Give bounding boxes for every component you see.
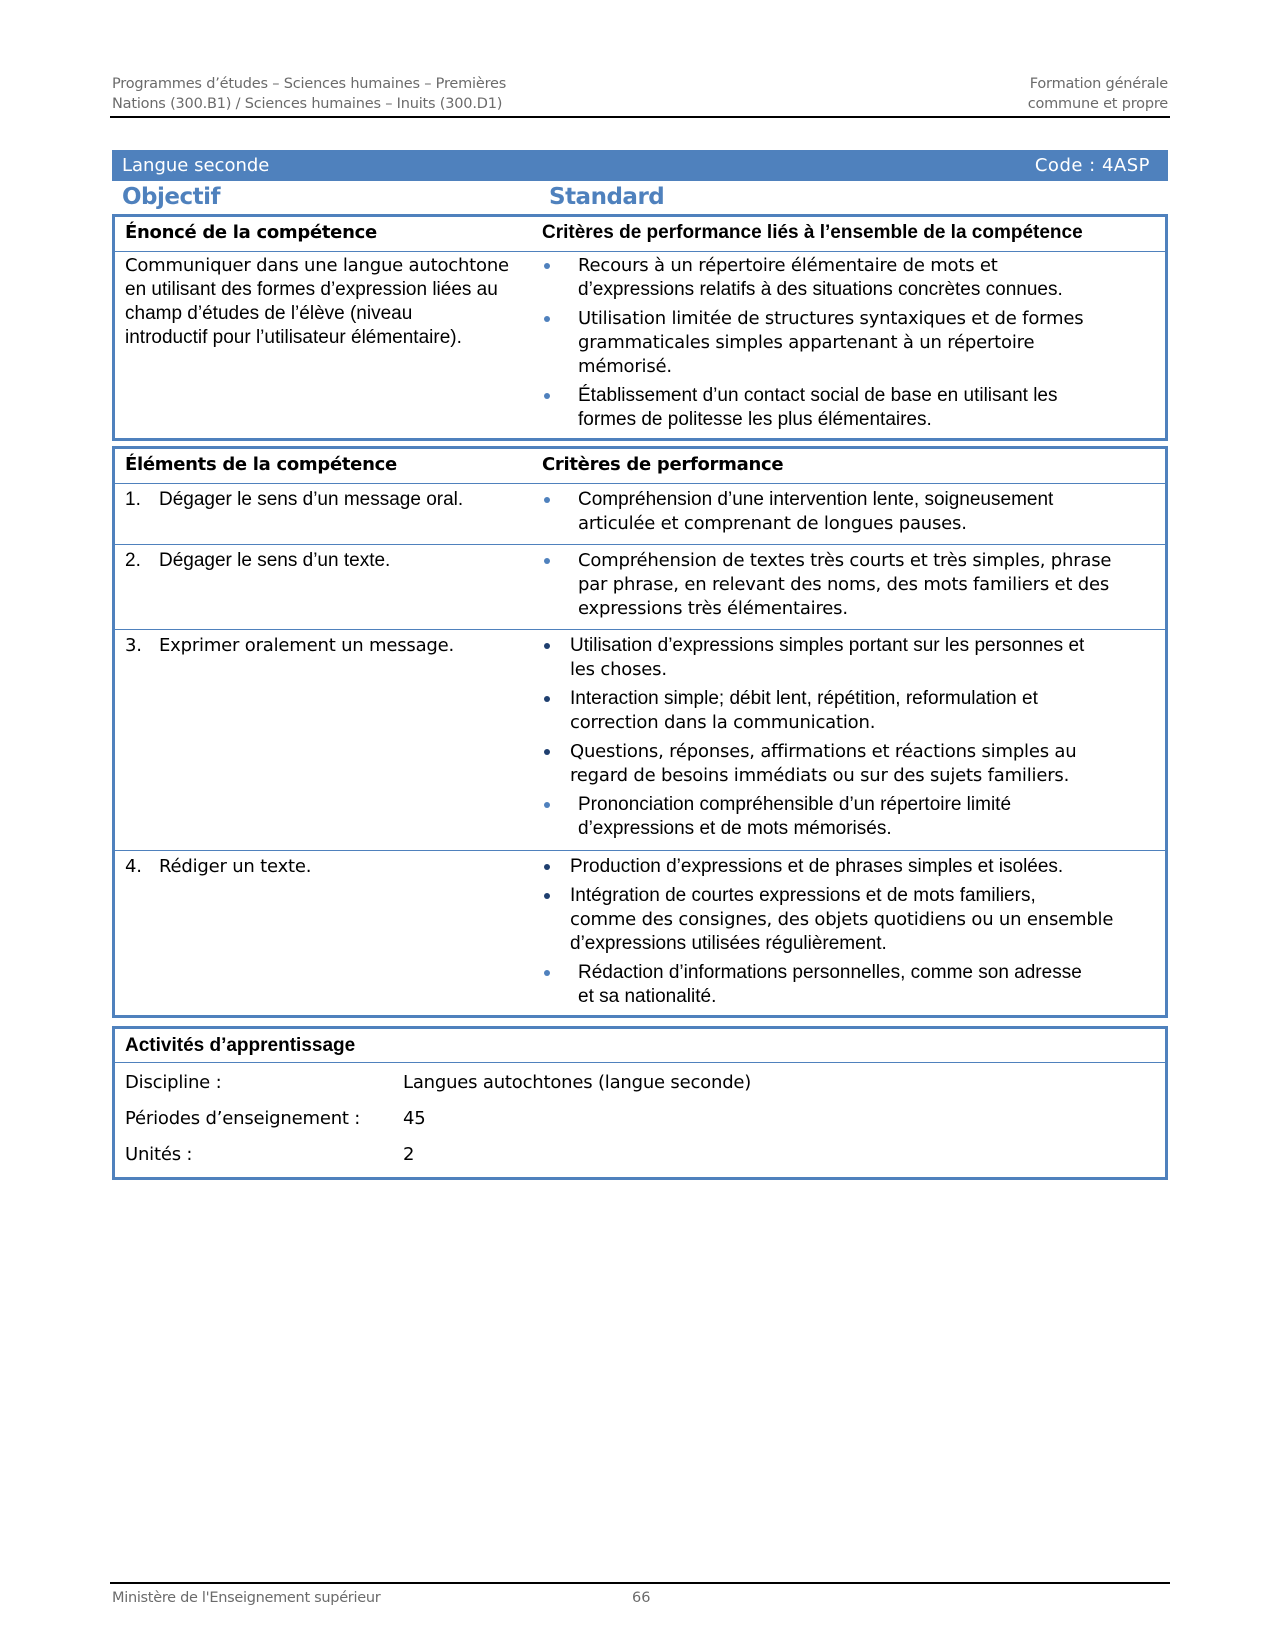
element-number: 2.	[125, 550, 141, 571]
element-cell	[115, 545, 532, 629]
bullet-icon	[544, 864, 550, 870]
page-footer	[110, 1582, 1170, 1606]
criterion-line: d’expressions utilisées régulièrement.	[570, 933, 887, 954]
elements-table	[112, 446, 1168, 1018]
activity-label: Discipline :	[125, 1072, 222, 1093]
criteria-list	[542, 634, 1157, 841]
criterion-line: et sa nationalité.	[578, 986, 717, 1007]
header-right-line: commune et propre	[1027, 96, 1168, 112]
activity-value: 45	[403, 1108, 426, 1129]
list-item	[542, 384, 1157, 432]
col-header-elements: Éléments de la compétence	[125, 454, 397, 475]
section-titles	[112, 182, 1168, 216]
criterion-line: Compréhension de textes très courts et très simples, phrase	[578, 550, 1112, 571]
criteria-cell	[532, 851, 1165, 1015]
activities-row-discipline	[115, 1063, 1165, 1101]
list-item	[542, 884, 1157, 956]
activity-label: Unités :	[125, 1144, 193, 1165]
element-text: Dégager le sens d’un texte.	[159, 550, 391, 571]
criterion-line: Établissement d’un contact social de base en utilisant les	[578, 385, 1058, 406]
list-item	[542, 488, 1157, 536]
bullet-icon	[544, 802, 550, 808]
footer-ministry: Ministère de l'Enseignement supérieur	[112, 1590, 381, 1606]
activity-value: Langues autochtones (langue seconde)	[403, 1072, 752, 1093]
criterion-line: formes de politesse les plus élémentaires.	[578, 409, 932, 430]
criterion-line: Intégration de courtes expressions et de mots familiers,	[570, 885, 1036, 906]
criterion-line: Utilisation limitée de structures syntaxiques et de formes	[578, 308, 1084, 329]
activities-row-units	[115, 1137, 1165, 1177]
bullet-icon	[544, 696, 550, 702]
criterion-line: grammaticales simples appartenant à un répertoire	[578, 332, 1035, 353]
element-number: 3.	[125, 635, 142, 656]
criteria-cell	[532, 630, 1165, 850]
table-row	[115, 483, 1165, 544]
criterion-line: articulée et comprenant de longues pauses.	[578, 513, 967, 534]
criteria-cell	[532, 484, 1165, 544]
table-header-row	[115, 217, 1165, 251]
bullet-icon	[544, 316, 550, 322]
element-text: Dégager le sens d’un message oral.	[159, 489, 464, 510]
bullet-icon	[544, 263, 550, 269]
statement-line: introductif pour l’utilisateur élémentaire).	[125, 327, 462, 348]
standard-heading: Standard	[549, 184, 665, 210]
criterion-line: Utilisation d’expressions simples portant sur les personnes et	[570, 635, 1085, 656]
criterion-line: d’expressions et de mots mémorisés.	[578, 818, 892, 839]
criterion-line: Interaction simple; débit lent, répétition, reformulation et	[570, 688, 1038, 709]
col-header-criteria: Critères de performance liés à l’ensemble de la compétence	[542, 222, 1083, 243]
activities-row-periods	[115, 1101, 1165, 1137]
criteria-cell	[532, 545, 1165, 629]
competence-table	[112, 214, 1168, 441]
criterion-line: Production d’expressions et de phrases simples et isolées.	[570, 856, 1064, 877]
list-item	[542, 961, 1157, 1009]
header-left-line: Nations (300.B1) / Sciences humaines – Inuits (300.D1)	[112, 96, 503, 112]
criteria-list	[542, 549, 1157, 621]
col-header-criteria: Critères de performance	[542, 454, 784, 475]
element-text: Exprimer oralement un message.	[159, 635, 455, 656]
table-row	[115, 251, 1165, 438]
table-row	[115, 629, 1165, 850]
competence-statement	[115, 252, 532, 438]
statement-line: en utilisant des formes d’expression liées au	[125, 279, 498, 300]
activities-title: Activités d’apprentissage	[115, 1029, 1165, 1063]
criteria-list	[542, 488, 1157, 536]
list-item	[542, 254, 1157, 302]
criterion-line: Prononciation compréhensible d’un répertoire limité	[578, 794, 1012, 815]
list-item	[542, 855, 1157, 879]
header-formation	[1028, 74, 1168, 114]
activity-value: 2	[403, 1144, 415, 1165]
criterion-line: mémorisé.	[578, 356, 672, 377]
course-title: Langue seconde	[122, 155, 270, 176]
header-program-title	[112, 74, 506, 114]
list-item	[542, 687, 1157, 735]
criteria-list	[542, 855, 1157, 1009]
course-code: Code : 4ASP	[1034, 155, 1150, 176]
element-number: 4.	[125, 856, 142, 877]
criterion-line: correction dans la communication.	[570, 712, 876, 733]
objectif-heading: Objectif	[122, 184, 221, 210]
table-row	[115, 544, 1165, 629]
criterion-line: expressions très élémentaires.	[578, 598, 848, 619]
bullet-icon	[544, 497, 550, 503]
list-item	[542, 307, 1157, 379]
criterion-line: par phrase, en relevant des noms, des mots familiers et des	[578, 574, 1110, 595]
bullet-icon	[544, 558, 550, 564]
activity-label: Périodes d’enseignement :	[125, 1108, 361, 1129]
course-band	[112, 150, 1168, 181]
page-header	[110, 74, 1170, 118]
criterion-line: Rédaction d’informations personnelles, comme son adresse	[578, 962, 1082, 983]
activities-table	[112, 1026, 1168, 1180]
table-header-row	[115, 449, 1165, 483]
header-right-line: Formation générale	[1029, 76, 1168, 92]
criterion-line: les choses.	[570, 659, 667, 680]
element-cell	[115, 851, 532, 1015]
criterion-line: regard de besoins immédiats ou sur des sujets familiers.	[570, 765, 1070, 786]
header-left-line: Programmes d’études – Sciences humaines – Premières	[112, 76, 507, 92]
element-number: 1.	[125, 489, 141, 510]
element-cell	[115, 484, 532, 544]
criterion-line: Recours à un répertoire élémentaire de mots et	[578, 255, 998, 276]
criterion-line: Questions, réponses, affirmations et réactions simples au	[570, 741, 1077, 762]
criterion-line: d’expressions relatifs à des situations concrètes connues.	[578, 279, 1063, 300]
statement-line: champ d’études de l’élève (niveau	[125, 303, 413, 324]
bullet-icon	[544, 393, 550, 399]
criterion-line: Compréhension d’une intervention lente, soigneusement	[578, 489, 1054, 510]
list-item	[542, 549, 1157, 621]
list-item	[542, 740, 1157, 788]
list-item	[542, 793, 1157, 841]
col-header-enonce: Énoncé de la compétence	[125, 222, 377, 243]
element-text: Rédiger un texte.	[159, 856, 312, 877]
statement-line: Communiquer dans une langue autochtone	[125, 255, 509, 276]
table-row	[115, 850, 1165, 1015]
bullet-icon	[544, 970, 550, 976]
competence-criteria	[532, 252, 1165, 438]
bullet-icon	[544, 643, 550, 649]
list-item	[542, 634, 1157, 682]
element-cell	[115, 630, 532, 850]
criteria-list	[542, 254, 1157, 432]
bullet-icon	[544, 749, 550, 755]
bullet-icon	[544, 893, 550, 899]
criterion-line: comme des consignes, des objets quotidiens ou un ensemble	[570, 909, 1114, 930]
page-number: 66	[632, 1590, 651, 1606]
